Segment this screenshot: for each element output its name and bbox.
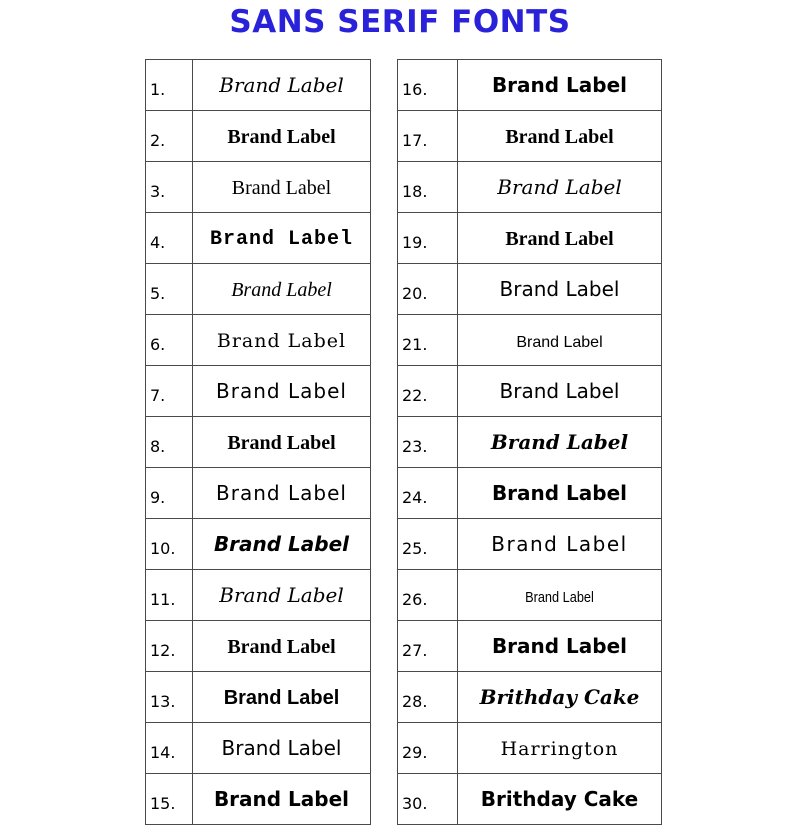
- font-sample-cell: [193, 519, 371, 570]
- table-row: [398, 774, 662, 825]
- table-row: [398, 366, 662, 417]
- table-row: [398, 162, 662, 213]
- row-number: 17.: [398, 111, 458, 162]
- table-row: [398, 213, 662, 264]
- font-sample-text: Brand Label: [505, 227, 614, 250]
- font-sample-cell: [458, 162, 662, 213]
- row-number: 15.: [146, 774, 193, 825]
- row-number: 29.: [398, 723, 458, 774]
- table-row: [146, 417, 371, 468]
- row-number: 27.: [398, 621, 458, 672]
- table-row: [146, 162, 371, 213]
- row-number: 18.: [398, 162, 458, 213]
- table-row: [146, 672, 371, 723]
- table-row: [398, 519, 662, 570]
- font-sample-cell: [193, 468, 371, 519]
- font-sample-cell: [193, 672, 371, 723]
- table-row: [398, 264, 662, 315]
- font-sample-cell: [193, 366, 371, 417]
- font-sample-text: Brand Label: [499, 379, 620, 403]
- font-sample-text: Brand Label: [499, 277, 620, 301]
- font-sample-text: Brand Label: [216, 330, 347, 352]
- table-row: [146, 723, 371, 774]
- row-number: 3.: [146, 162, 193, 213]
- font-sample-text: Brand Label: [219, 583, 344, 607]
- font-sample-cell: [193, 417, 371, 468]
- row-number: 16.: [398, 60, 458, 111]
- table-row: [146, 774, 371, 825]
- row-number: 4.: [146, 213, 193, 264]
- row-number: 11.: [146, 570, 193, 621]
- font-sample-text: Brand Label: [216, 481, 347, 505]
- font-sample-text: Brand Label: [491, 634, 628, 658]
- font-sample-text: Brand Label: [497, 175, 622, 199]
- font-sample-cell: [458, 264, 662, 315]
- font-sample-text: Brand Label: [227, 125, 336, 148]
- font-sample-text: Brand Label: [216, 379, 347, 403]
- table-row: [398, 417, 662, 468]
- page-title: SANS SERIF FONTS: [229, 4, 571, 40]
- font-sample-text: Brand Label: [223, 686, 340, 709]
- table-row: [146, 60, 371, 111]
- font-sample-cell: [458, 315, 662, 366]
- font-sample-cell: [193, 111, 371, 162]
- table-row: [398, 315, 662, 366]
- font-sample-text: Brand Label: [227, 635, 336, 658]
- row-number: 25.: [398, 519, 458, 570]
- table-row: [398, 111, 662, 162]
- font-sample-text: Brithday Cake: [479, 685, 640, 709]
- font-sample-text: Brand Label: [491, 481, 628, 505]
- font-sample-text: Brand Label: [219, 73, 344, 97]
- row-number: 6.: [146, 315, 193, 366]
- font-sample-text: Brithday Cake: [480, 787, 639, 811]
- row-number: 22.: [398, 366, 458, 417]
- table-row: [146, 468, 371, 519]
- font-sample-cell: [193, 723, 371, 774]
- font-sample-cell: [458, 672, 662, 723]
- table-row: [146, 366, 371, 417]
- font-sample-cell: [458, 468, 662, 519]
- row-number: 19.: [398, 213, 458, 264]
- table-row: [398, 468, 662, 519]
- font-sample-text: Brand Label: [490, 430, 629, 454]
- font-sample-cell: [458, 417, 662, 468]
- table-row: [146, 621, 371, 672]
- row-number: 1.: [146, 60, 193, 111]
- font-sample-cell: [193, 570, 371, 621]
- font-sample-cell: [193, 315, 371, 366]
- font-sample-text: Brand Label: [491, 532, 628, 556]
- row-number: 7.: [146, 366, 193, 417]
- font-sample-cell: [193, 213, 371, 264]
- font-sample-cell: [458, 111, 662, 162]
- font-sample-cell: [458, 213, 662, 264]
- font-sample-cell: [193, 264, 371, 315]
- row-number: 30.: [398, 774, 458, 825]
- font-sample-text: Brand Label: [213, 532, 350, 556]
- row-number: 10.: [146, 519, 193, 570]
- table-row: [398, 621, 662, 672]
- font-table-right: [397, 59, 662, 825]
- table-row: [398, 672, 662, 723]
- row-number: 21.: [398, 315, 458, 366]
- font-sample-text: Brand Label: [516, 334, 603, 351]
- font-sample-text: Brand Label: [491, 73, 628, 97]
- row-number: 5.: [146, 264, 193, 315]
- row-number: 23.: [398, 417, 458, 468]
- row-number: 2.: [146, 111, 193, 162]
- font-sample-text: Brand Label: [213, 787, 350, 811]
- row-number: 13.: [146, 672, 193, 723]
- font-sample-cell: [458, 774, 662, 825]
- font-sample-cell: [193, 162, 371, 213]
- font-sample-cell: [458, 60, 662, 111]
- font-sample-cell: [458, 366, 662, 417]
- table-row: [146, 111, 371, 162]
- font-sample-text: Brand Label: [231, 176, 332, 199]
- row-number: 8.: [146, 417, 193, 468]
- table-row: [146, 519, 371, 570]
- table-row: [146, 264, 371, 315]
- font-table-left: [145, 59, 371, 825]
- row-number: 28.: [398, 672, 458, 723]
- font-sample-cell: [458, 621, 662, 672]
- font-sample-text: Harrington: [500, 738, 619, 760]
- font-sample-cell: [193, 774, 371, 825]
- font-sample-text: Brand Label: [505, 125, 614, 148]
- font-sample-text: Brand Label: [525, 589, 594, 606]
- row-number: 12.: [146, 621, 193, 672]
- table-row: [146, 315, 371, 366]
- font-sample-text: Brand Label: [221, 736, 342, 760]
- font-sample-cell: [193, 60, 371, 111]
- row-number: 26.: [398, 570, 458, 621]
- font-sample-cell: [458, 519, 662, 570]
- row-number: 24.: [398, 468, 458, 519]
- font-sample-text: Brand Label: [227, 431, 336, 454]
- row-number: 14.: [146, 723, 193, 774]
- font-sample-cell: [193, 621, 371, 672]
- table-row: [146, 570, 371, 621]
- row-number: 20.: [398, 264, 458, 315]
- table-row: [398, 570, 662, 621]
- table-row: [146, 213, 371, 264]
- font-sample-cell: [458, 723, 662, 774]
- row-number: 9.: [146, 468, 193, 519]
- font-sample-text: Brand Label: [209, 228, 354, 251]
- font-sample-text: Brand Label: [231, 278, 332, 301]
- table-row: [398, 60, 662, 111]
- table-row: [398, 723, 662, 774]
- font-sample-cell: [458, 570, 662, 621]
